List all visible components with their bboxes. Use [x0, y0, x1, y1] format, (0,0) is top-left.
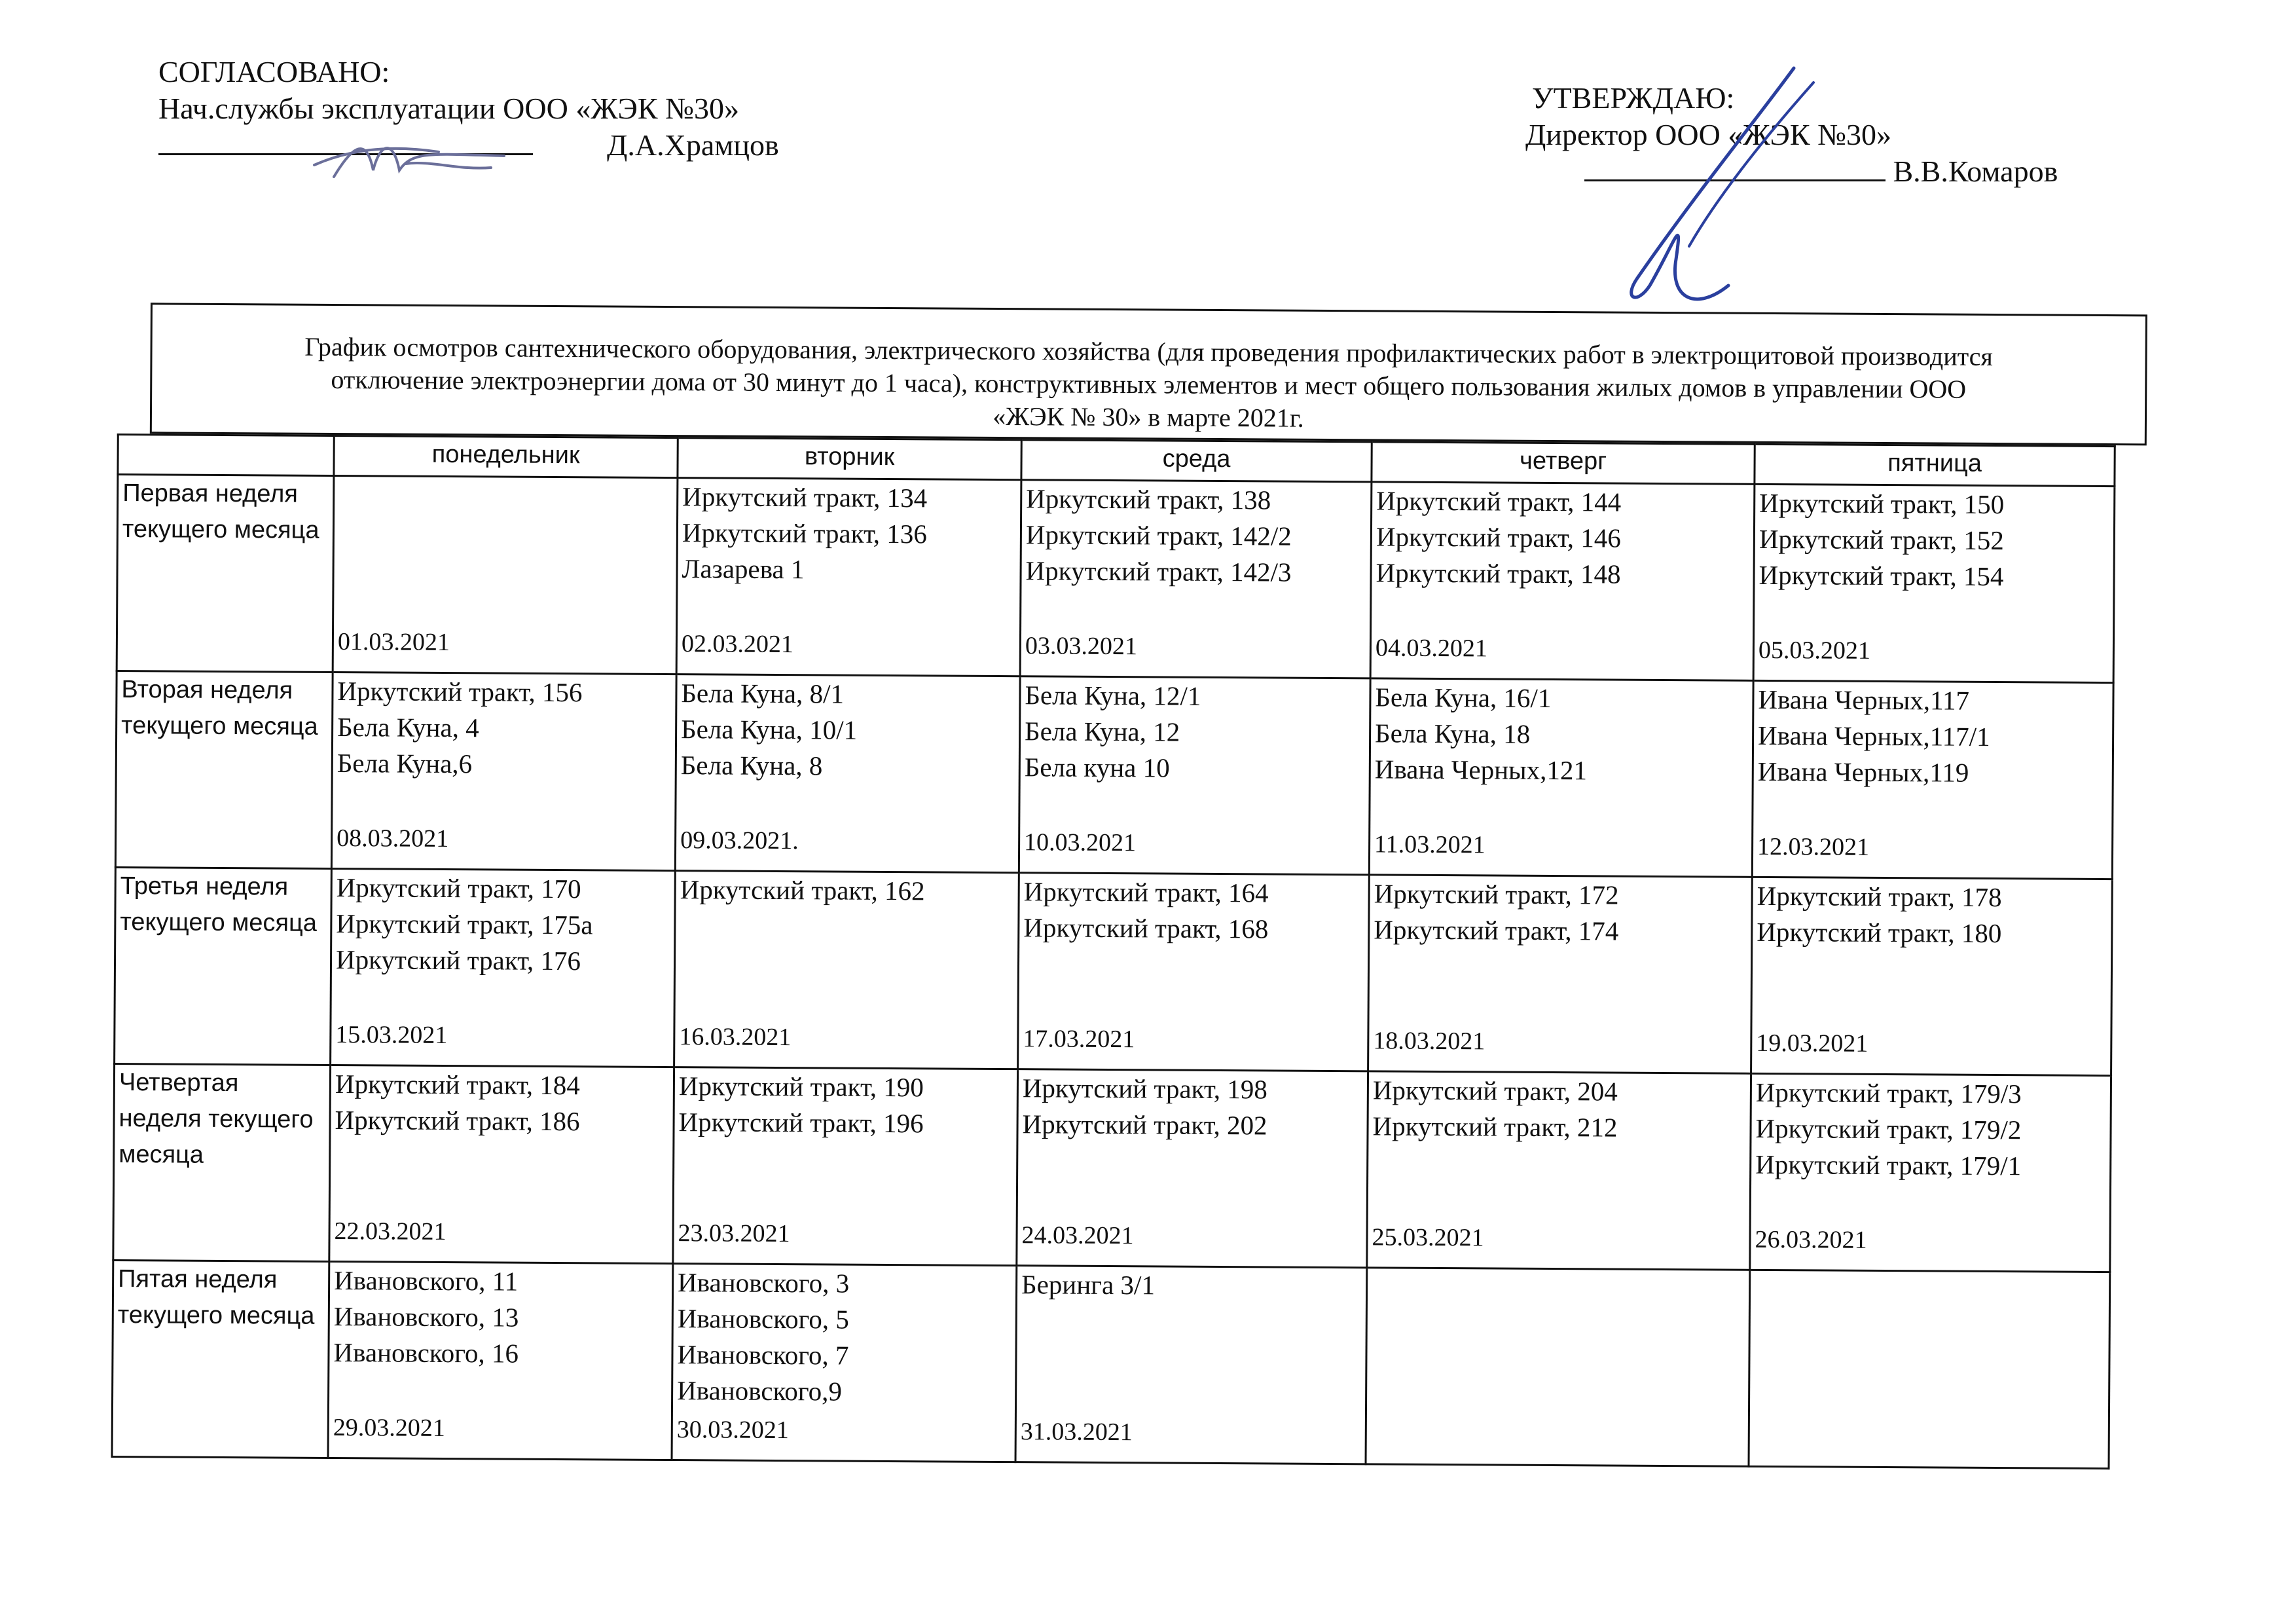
agreed-heading: СОГЛАСОВАНО: [158, 55, 390, 88]
inspection-date: 16.03.2021 [679, 1023, 792, 1052]
header-day: четверг [1372, 442, 1755, 484]
schedule-title: График осмотров сантехнического оборудования, электрического хозяйства (для проведения профилактических работ в электрощитовой производится отключение электроэнергии дома от 30 минут до 1 часа), конструктивных элементов и мест общего пользования жилых домов в управлении ООО «ЖЭК № 30» в марте 2021г. [304, 331, 1993, 433]
address: Беринга 3/1 [1021, 1269, 1156, 1301]
schedule-cell-content [679, 872, 1014, 1061]
header-week-cell [118, 435, 334, 476]
inspection-date: 02.03.2021 [681, 630, 794, 659]
address: Иркутский тракт, 172 [1374, 878, 1619, 910]
inspection-date: 05.03.2021 [1758, 636, 1871, 665]
schedule-title-box [150, 303, 2147, 445]
inspection-date: 23.03.2021 [678, 1219, 790, 1248]
address: Бела Куна, 18 [1374, 718, 1531, 749]
address: Иркутский тракт, 142/3 [1025, 555, 1292, 587]
address: Ивановского, 11 [334, 1264, 519, 1297]
schedule-cell [328, 1261, 673, 1460]
inspection-date: 09.03.2021. [680, 826, 799, 855]
address: Иркутский тракт, 134 [682, 481, 928, 513]
inspection-date: 03.03.2021 [1025, 632, 1138, 661]
week-label: Первая неделя текущего месяца [117, 475, 334, 673]
address: Бела Куна, 8 [680, 750, 823, 781]
address: Иркутский тракт, 212 [1372, 1111, 1618, 1143]
address: Иркутский тракт, 179/3 [1755, 1077, 2022, 1109]
schedule-cell [329, 1065, 674, 1263]
schedule-cell-content [338, 477, 673, 666]
schedule-cell [675, 674, 1020, 873]
schedule-cell [1368, 875, 1753, 1073]
schedule-cell-content [1376, 483, 1750, 672]
inspection-date: 04.03.2021 [1375, 634, 1488, 663]
address: Ивановского, 3 [678, 1267, 850, 1299]
header-day: вторник [678, 438, 1021, 480]
schedule-cell [331, 868, 676, 1067]
inspection-date: 25.03.2021 [1372, 1223, 1484, 1252]
schedule-cell [674, 871, 1019, 1069]
address: Бела Куна,6 [337, 747, 473, 779]
inspection-date: 30.03.2021 [676, 1416, 789, 1445]
schedule-cell-content [1025, 481, 1367, 670]
address: Иркутский тракт, 179/2 [1755, 1113, 2022, 1145]
schedule-cell [1750, 1073, 2111, 1272]
address: Иркутский тракт, 146 [1376, 521, 1621, 553]
schedule-cell-content [1755, 1075, 2106, 1264]
schedule-cell [1367, 1071, 1751, 1270]
week-label: Пятая неделя текущего месяца [112, 1260, 329, 1458]
agreed-name: Д.А.Храмцов [607, 128, 779, 162]
week-label: Четвертая неделя текущего месяца [113, 1063, 331, 1261]
schedule-cell [1751, 877, 2113, 1075]
agreed-position: Нач.службы эксплуатации ООО «ЖЭК №30» [158, 92, 739, 125]
address: Ивана Черных,117/1 [1757, 720, 1990, 752]
schedule-table [111, 434, 2116, 1469]
schedule-cell-content [1373, 876, 1747, 1065]
table-row [115, 867, 2113, 1075]
address: Иркутский тракт, 174 [1374, 914, 1619, 946]
schedule-cell [1015, 1266, 1367, 1464]
inspection-date: 15.03.2021 [335, 1020, 448, 1050]
schedule-cell [1018, 873, 1370, 1071]
header-day: среда [1021, 440, 1372, 482]
address: Иркутский тракт, 202 [1022, 1109, 1267, 1141]
address: Иркутский тракт, 175а [336, 908, 593, 940]
inspection-date: 22.03.2021 [334, 1217, 446, 1246]
address: Иркутский тракт, 152 [1758, 523, 2004, 556]
inspection-date: 24.03.2021 [1021, 1221, 1134, 1250]
schedule-cell [331, 672, 676, 870]
schedule-cell [1369, 678, 1753, 877]
approve-signature [1597, 63, 1833, 318]
schedule-cell-content [1024, 677, 1366, 866]
schedule-cell [1020, 480, 1372, 678]
schedule-cell-content [335, 870, 670, 1059]
inspection-date: 10.03.2021 [1024, 828, 1137, 857]
schedule-cell-content [333, 1263, 668, 1452]
address: Ивановского, 7 [677, 1339, 849, 1371]
address: Иркутский тракт, 142/2 [1025, 519, 1292, 551]
address: Иркутский тракт, 138 [1026, 483, 1271, 515]
table-row [113, 1063, 2111, 1272]
address: Иркутский тракт, 154 [1758, 559, 2004, 592]
approve-heading: УТВЕРЖДАЮ: [1532, 81, 1735, 115]
schedule-cell [1753, 484, 2115, 682]
table-row [117, 475, 2115, 683]
address: Ивановского, 5 [677, 1303, 849, 1335]
schedule-cell-content [337, 673, 672, 862]
address: Бела Куна, 10/1 [681, 714, 858, 745]
address: Иркутский тракт, 164 [1023, 876, 1269, 908]
address: Иркутский тракт, 144 [1376, 485, 1622, 517]
address: Бела Куна, 8/1 [681, 678, 845, 709]
inspection-date: 26.03.2021 [1755, 1225, 1867, 1254]
schedule-cell-content [1021, 1070, 1363, 1259]
address: Иркутский тракт, 196 [678, 1107, 924, 1139]
address: Бела Куна, 12/1 [1025, 680, 1201, 711]
address: Бела Куна, 12 [1025, 716, 1180, 747]
inspection-date: 12.03.2021 [1757, 832, 1870, 861]
address: Ивана Черных,119 [1757, 756, 1969, 788]
address: Бела Куна, 16/1 [1375, 682, 1552, 714]
schedule-cell [1370, 482, 1755, 680]
address: Иркутский тракт, 170 [336, 872, 581, 904]
address: Иркутский тракт, 180 [1757, 916, 2002, 949]
schedule-cell-content [1372, 1072, 1746, 1261]
schedule-cell [1752, 680, 2113, 879]
inspection-date: 18.03.2021 [1373, 1027, 1485, 1056]
week-label: Третья неделя текущего месяца [115, 867, 332, 1065]
address: Иркутский тракт, 156 [337, 676, 583, 708]
schedule-cell [1366, 1268, 1750, 1466]
address: Ивана Черных,121 [1374, 754, 1588, 786]
approve-position: Директор ООО «ЖЭК №30» [1525, 118, 1891, 151]
table-row [115, 671, 2113, 879]
address: Иркутский тракт, 178 [1757, 880, 2002, 913]
inspection-date: 11.03.2021 [1374, 830, 1485, 859]
address: Иркутский тракт, 162 [680, 874, 925, 906]
inspection-date: 31.03.2021 [1020, 1418, 1133, 1447]
address: Иркутский тракт, 184 [335, 1068, 581, 1101]
inspection-date: 08.03.2021 [337, 824, 449, 853]
schedule-cell-content [1754, 1271, 2105, 1460]
address: Иркутский тракт, 186 [335, 1104, 580, 1137]
schedule-cell-content [1023, 874, 1364, 1063]
schedule-cell [672, 1264, 1017, 1462]
week-label: Вторая неделя текущего месяца [115, 671, 333, 868]
address: Иркутский тракт, 179/1 [1755, 1149, 2022, 1181]
address: Ивана Черных,117 [1758, 684, 1970, 716]
schedule-cell [1017, 1069, 1368, 1268]
schedule-cell [333, 475, 678, 674]
agreed-signature [308, 124, 517, 190]
address: Ивановского, 13 [333, 1301, 519, 1333]
header-day: пятница [1755, 444, 2115, 486]
address: Иркутский тракт, 190 [678, 1071, 924, 1103]
schedule-cell-content [1374, 679, 1749, 868]
address: Иркутский тракт, 168 [1023, 912, 1269, 944]
schedule-cell-content [1371, 1268, 1745, 1458]
schedule-cell-content [677, 1264, 1012, 1454]
schedule-cell [1749, 1270, 2110, 1468]
schedule-cell-content [682, 479, 1017, 668]
address: Иркутский тракт, 204 [1372, 1075, 1618, 1107]
address: Бела Куна, 4 [337, 712, 479, 743]
inspection-date: 17.03.2021 [1023, 1025, 1135, 1054]
schedule-cell-content [1756, 878, 2107, 1067]
table-body [112, 475, 2115, 1469]
inspection-date: 29.03.2021 [333, 1413, 445, 1442]
schedule-sheet [111, 303, 2147, 1559]
inspection-date: 01.03.2021 [337, 628, 450, 657]
address: Иркутский тракт, 198 [1022, 1073, 1267, 1105]
address: Иркутский тракт, 176 [335, 944, 581, 976]
address: Иркутский тракт, 136 [682, 517, 928, 549]
schedule-cell-content [1758, 485, 2110, 674]
header-day: понедельник [334, 435, 678, 477]
address: Бела куна 10 [1024, 752, 1170, 783]
address: Ивановского, 16 [333, 1337, 519, 1369]
schedule-cell-content [680, 675, 1015, 864]
schedule-cell [676, 478, 1021, 676]
schedule-cell-content [1021, 1266, 1362, 1456]
address: Лазарева 1 [682, 553, 805, 585]
address: Ивановского,9 [677, 1375, 843, 1407]
schedule-cell [673, 1067, 1018, 1266]
approve-name: В.В.Комаров [1893, 155, 2058, 188]
schedule-cell [1019, 676, 1370, 875]
address: Иркутский тракт, 150 [1759, 487, 2005, 520]
schedule-cell-content [334, 1066, 669, 1255]
inspection-date: 19.03.2021 [1756, 1029, 1868, 1058]
table-row [112, 1260, 2110, 1468]
address: Иркутский тракт, 148 [1376, 557, 1621, 589]
schedule-cell-content [1757, 682, 2109, 871]
schedule-cell-content [678, 1068, 1013, 1257]
